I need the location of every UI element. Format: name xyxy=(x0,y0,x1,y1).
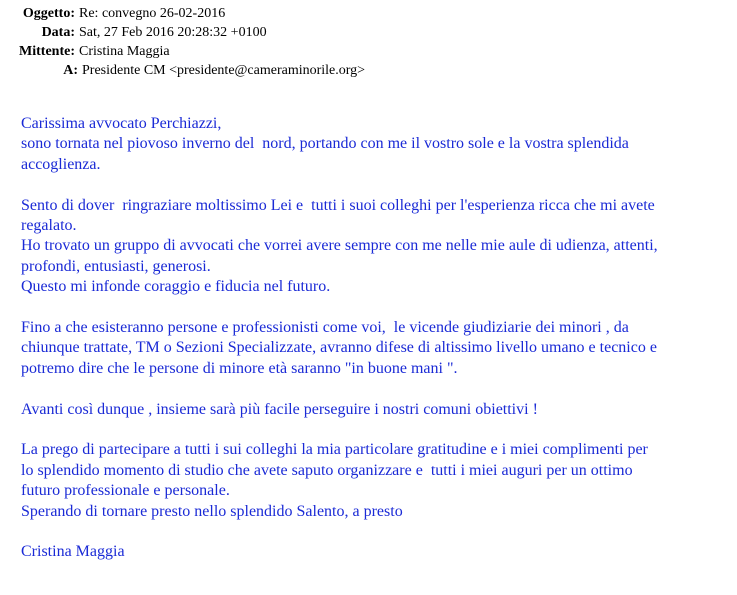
body-line: Carissima avvocato Perchiazzi, xyxy=(21,115,222,132)
body-line: lo splendido momento di studio che avete saputo organizzare e tutti i miei auguri per un ottimo xyxy=(21,461,633,479)
body-line: chiunque trattate, TM o Sezioni Specializzate, avranno difese di altissimo livello umano e tecnico e xyxy=(21,339,657,357)
sender-row xyxy=(0,44,737,63)
subject-label: Oggetto: xyxy=(22,6,75,21)
body-line: Ho trovato un gruppo di avvocati che vorrei avere sempre con me nelle mie aule di udienza, attenti, xyxy=(21,237,658,255)
subject-row xyxy=(0,6,737,25)
recipient-row xyxy=(0,63,737,82)
paragraph-greeting xyxy=(21,114,721,175)
subject-value: Re: convegno 26-02-2016 xyxy=(79,6,226,21)
body-line: regalato. xyxy=(21,217,77,235)
date-value: Sat, 27 Feb 2016 20:28:32 +0100 xyxy=(79,25,267,40)
paragraph-professionals xyxy=(21,318,721,379)
paragraph-closing xyxy=(21,440,721,522)
recipient-label: A: xyxy=(63,63,78,78)
body-line: Sento di dover ringraziare moltissimo Lei e tutti i suoi colleghi per l'esperienza ricca che mi avete xyxy=(21,196,655,214)
recipient-value[interactable]: Presidente CM <presidente@cameraminorile.org> xyxy=(82,63,366,78)
signature-name: Cristina Maggia xyxy=(21,543,125,561)
body-line: accoglienza. xyxy=(21,155,101,173)
paragraph-signature xyxy=(21,542,721,562)
body-line: Sperando di tornare presto nello splendido Salento, a presto xyxy=(21,502,403,520)
body-line: Avanti così dunque , insieme sarà più facile perseguire i nostri comuni obiettivi ! xyxy=(21,400,538,418)
body-line: potremo dire che le persone di minore età saranno "in buone mani ". xyxy=(21,359,458,377)
date-label: Data: xyxy=(41,25,75,40)
message-body xyxy=(21,114,721,583)
sender-label: Mittente: xyxy=(19,44,75,59)
body-line: futuro professionale e personale. xyxy=(21,482,230,500)
body-line: sono tornata nel piovoso inverno del nord, portando con me il vostro sole e la vostra splendida xyxy=(21,135,629,153)
sender-value[interactable]: Cristina Maggia xyxy=(79,44,170,59)
paragraph-thanks xyxy=(21,196,721,298)
body-line: Fino a che esisteranno persone e professionisti come voi, le vicende giudiziarie dei minori , da xyxy=(21,319,629,337)
paragraph-forward xyxy=(21,400,721,420)
date-row xyxy=(0,25,737,44)
body-line: Questo mi infonde coraggio e fiducia nel futuro. xyxy=(21,278,331,296)
body-line: La prego di partecipare a tutti i sui colleghi la mia particolare gratitudine e i miei complimenti per xyxy=(21,441,648,459)
email-header xyxy=(0,6,737,82)
body-line: profondi, entusiasti, generosi. xyxy=(21,257,211,275)
